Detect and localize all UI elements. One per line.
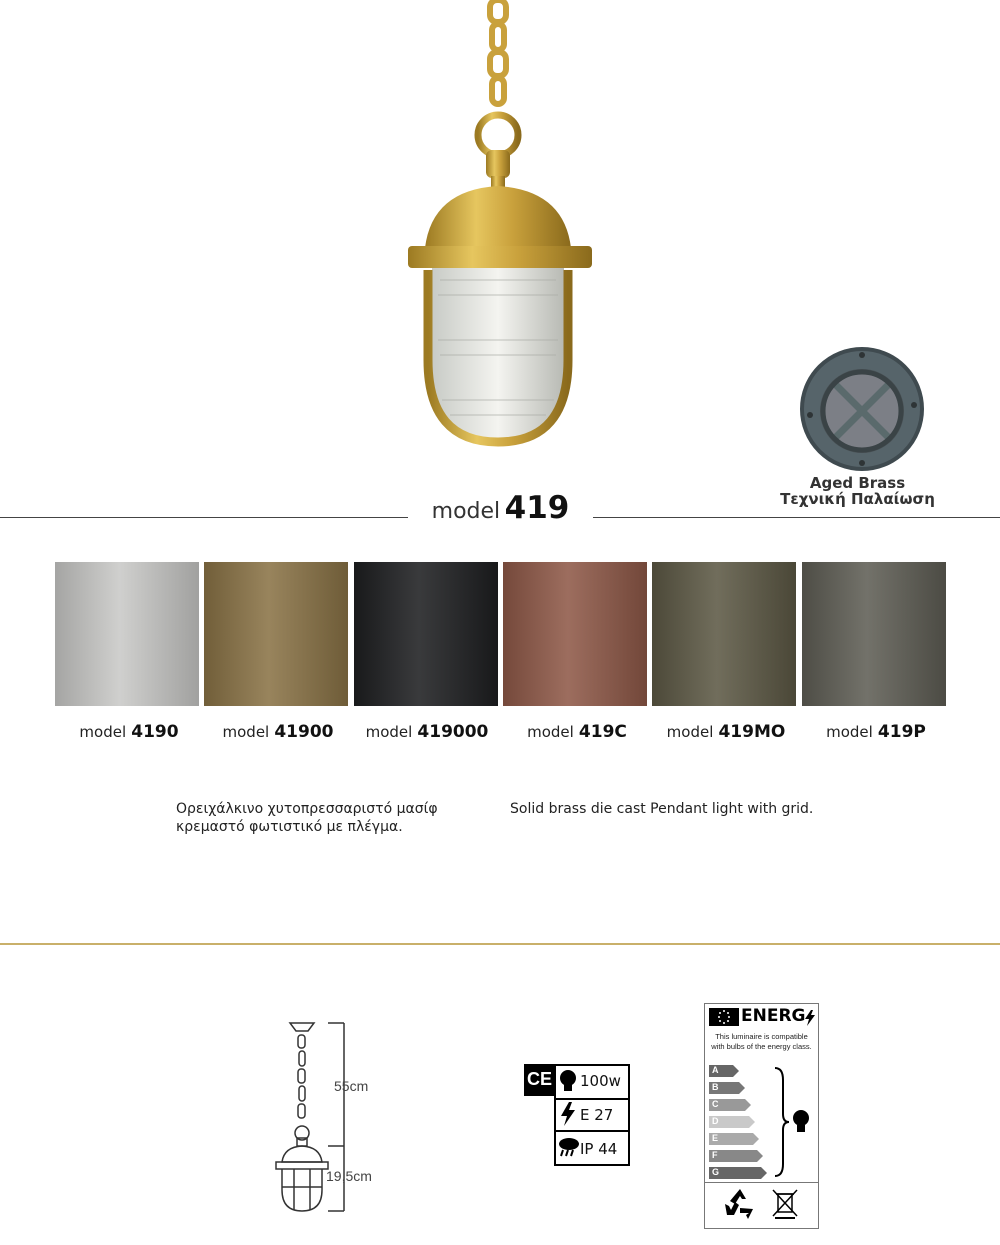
variant-label: model 4190 xyxy=(79,722,179,742)
swatch-4190 xyxy=(55,562,199,706)
bracket-bulb-icon xyxy=(771,1066,815,1178)
title-rule-left xyxy=(0,517,408,518)
variant-label: model 41900 xyxy=(222,722,334,742)
weee-bin-icon xyxy=(771,1188,799,1220)
dimension-drawing xyxy=(262,1015,392,1220)
model-title xyxy=(408,490,593,526)
variant-label: model 419C xyxy=(527,722,627,742)
recycle-icon xyxy=(723,1187,757,1221)
swatch-419000 xyxy=(354,562,498,706)
ip-rating-value: IP 44 xyxy=(580,1140,618,1158)
energy-bolt-icon xyxy=(805,1010,815,1026)
aged-brass-label: Aged Brass xyxy=(809,474,906,492)
ce-mark: CE xyxy=(524,1064,554,1096)
title-rule-right xyxy=(593,517,1000,518)
energy-class-g: G xyxy=(712,1167,720,1177)
variant-label: model 419MO xyxy=(666,722,786,742)
wattage-value: 100w xyxy=(580,1072,621,1090)
energy-class-e: E xyxy=(712,1133,719,1143)
swatch-419c xyxy=(503,562,647,706)
model-title-prefix: model xyxy=(431,499,501,524)
energy-class-b: B xyxy=(712,1082,719,1092)
body-height-label: 19,5cm xyxy=(326,1168,372,1184)
swatch-41900 xyxy=(204,562,348,706)
section-divider xyxy=(0,943,1000,945)
energy-class-c: C xyxy=(712,1099,719,1109)
energy-note: This luminaire is compatible with bulbs of the energy class. xyxy=(711,1032,812,1051)
energy-class-a: A xyxy=(712,1065,719,1075)
spec-box xyxy=(524,1064,628,1164)
energy-word: ENERG xyxy=(741,1006,806,1026)
variant-label: model 419000 xyxy=(365,722,489,742)
model-title-number: 419 xyxy=(504,490,570,526)
energy-class-d: D xyxy=(712,1116,719,1126)
energy-label xyxy=(704,1003,819,1229)
chain-length-label: 55cm xyxy=(334,1078,369,1094)
energy-class-f: F xyxy=(712,1150,718,1160)
eu-flag-icon xyxy=(709,1008,739,1026)
lightning-icon xyxy=(560,1102,576,1126)
swatch-419p xyxy=(802,562,946,706)
swatch-419mo xyxy=(652,562,796,706)
energy-label-header xyxy=(705,1004,818,1030)
socket-value: E 27 xyxy=(580,1106,614,1124)
variant-label: model 419P xyxy=(826,722,926,742)
rain-cloud-icon xyxy=(558,1136,580,1158)
pendant-lamp-image xyxy=(380,0,620,470)
english-description: Solid brass die cast Pendant light with grid. xyxy=(510,801,814,817)
aged-brass-sample-image xyxy=(798,345,926,473)
bulb-icon xyxy=(558,1069,578,1093)
greek-description: Ορειχάλκινο χυτοπρεσσαριστό μασίφ κρεμαστό φωτιστικό με πλέγμα. xyxy=(176,801,438,835)
aged-brass-greek-label: Τεχνική Παλαίωση xyxy=(780,490,935,508)
